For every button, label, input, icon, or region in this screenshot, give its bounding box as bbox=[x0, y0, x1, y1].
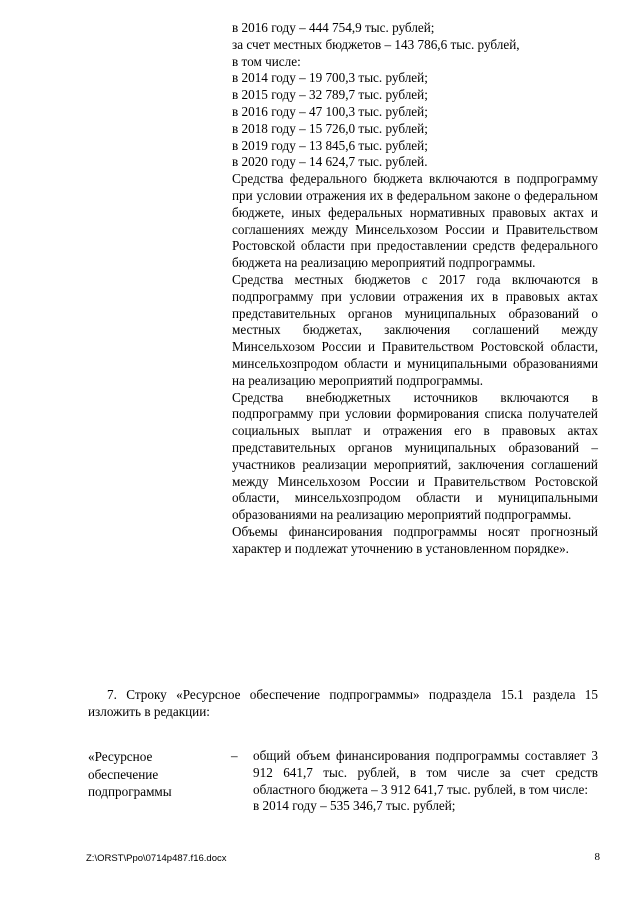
footer-page-number: 8 bbox=[594, 851, 600, 863]
funding-line: в 2014 году – 19 700,3 тыс. рублей; bbox=[232, 70, 428, 86]
funding-line: в 2018 году – 15 726,0 тыс. рублей; bbox=[232, 120, 428, 136]
volumes-paragraph: Объемы финансирования подпрограммы носят прогнозный характер и подлежат уточнению в установленном порядке». bbox=[232, 523, 598, 556]
resource-label: «Ресурсное обеспечение подпрограммы bbox=[88, 749, 172, 799]
resource-text-column bbox=[253, 748, 598, 815]
funding-line: в 2016 году – 47 100,3 тыс. рублей; bbox=[232, 103, 428, 119]
funding-line: в том числе: bbox=[232, 53, 301, 69]
footer-file-path: Z:\ORST\Ppo\0714p487.f16.docx bbox=[86, 853, 227, 864]
funding-text-column bbox=[232, 20, 598, 558]
resource-text: общий объем финансирования подпрограммы составляет 3 912 641,7 тыс. рублей, в том числе за счет средств областного бюджета – 3 912 641,7 тыс. рублей, в том числе: bbox=[253, 748, 598, 797]
funding-line: в 2016 году – 444 754,9 тыс. рублей; bbox=[232, 20, 435, 35]
funding-line: в 2020 году – 14 624,7 тыс. рублей. bbox=[232, 154, 428, 170]
funding-line: в 2019 году – 13 845,6 тыс. рублей; bbox=[232, 137, 428, 153]
resource-line-2014: в 2014 году – 535 346,7 тыс. рублей; bbox=[253, 798, 456, 814]
local-funds-paragraph: Средства местных бюджетов с 2017 года включаются в подпрограмму при условии отражения их в правовых актах представительных органов муниципальных образований о местных бюджетах, заключения соглашений между Минсельхозом России и Правительством Ростовской области, минсельхозпродом области и муниципальными образованиями на реализацию мероприятий подпрограммы. bbox=[232, 271, 598, 388]
offbudget-funds-paragraph: Средства внебюджетных источников включаются в подпрограмму при условии формирования списка получателей социальных выплат и отражения его в правовых актах представительных органов муниципальных образований – участников реализации мероприятий, заключения соглашений между Минсельхозом России и Правительством Ростовской области, минсельхозпродом области и муниципальными образованиями на реализацию мероприятий подпрограммы. bbox=[232, 389, 598, 523]
item-7-paragraph: 7. Строку «Ресурсное обеспечение подпрограммы» подраздела 15.1 раздела 15 изложить в редакции: bbox=[88, 687, 598, 719]
funding-line: за счет местных бюджетов – 143 786,6 тыс. рублей, bbox=[232, 36, 520, 52]
funding-line: в 2015 году – 32 789,7 тыс. рублей; bbox=[232, 87, 428, 103]
federal-funds-paragraph: Средства федерального бюджета включаются в подпрограмму при условии отражения их в федеральном законе о федеральном бюджете, иных федеральных нормативных правовых актах и соглашениях между Минсельхозом России и Правительством Ростовской области при предоставлении средств федерального бюджета на реализацию мероприятий подпрограммы. bbox=[232, 171, 598, 271]
resource-dash: – bbox=[231, 748, 238, 763]
